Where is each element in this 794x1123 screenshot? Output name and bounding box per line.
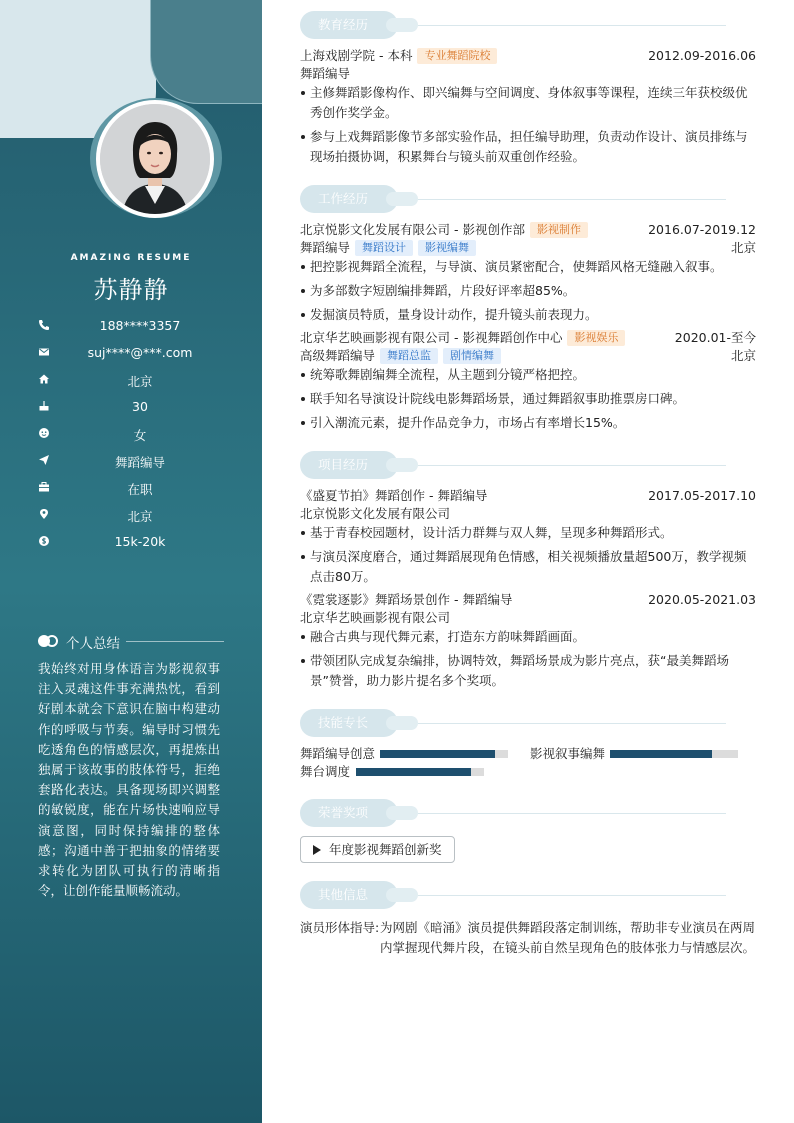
contact-salary: 15k-20k [114,534,166,549]
contact-item-hometown [0,370,262,397]
skill-bar-fill [610,750,712,758]
decorative-pill [386,192,418,206]
company-name: 北京华艺映画影视有限公司 - 影视舞蹈创作中心 [300,330,563,345]
divider [418,723,726,724]
summary-text: 我始终对用身体语言为影视叙事注入灵魂这件事充满热忱，看到好剧本就会下意识在脑中构建动作的呼吸与节奏。编导时习惯先吃透角色的情感层次，再提炼出独属于该故事的肢体符号，拒绝套路化表达。具备现场即兴调整的敏锐度，能在片场快速响应导演意图，同时保持编排的整体感；沟通中善于把抽象的情绪要求转化为团队可执行的清晰指令，让创作能量顺畅流动。 [38,661,220,899]
section-heading-education [300,11,756,41]
summary-heading [38,632,224,652]
education-date: 2012.09-2016.06 [648,48,756,63]
divider [418,895,726,896]
contact-email: suj****@***.com [87,345,193,360]
role-tag: 舞蹈总监 [380,348,438,364]
play-triangle-icon [313,845,321,855]
main-content [300,0,756,1123]
phone-icon [38,319,50,331]
skill-bar-fill [356,768,471,776]
work-role-row [300,347,756,365]
contact-gender: 女 [133,428,147,443]
contact-item-age [0,397,262,424]
project-title: 《盛夏节拍》舞蹈创作 - 舞蹈编导 [300,488,488,503]
work-bullet: 引入潮流元素，提升作品竞争力，市场占有率增长15%。 [300,413,756,433]
home-icon [38,373,50,385]
contact-item-email [0,343,262,370]
contact-hometown: 北京 [127,374,153,389]
education-major: 舞蹈编导 [300,66,351,81]
project-bullet: 与演员深度磨合，通过舞蹈展现角色情感，相关视频播放量超500万，教学视频点击80万。 [300,547,756,587]
contact-item-position [0,451,262,478]
contact-item-gender [0,424,262,451]
work-bullet: 为多部数字短剧编排舞蹈，片段好评率超85%。 [300,281,756,301]
work-bullet: 发掘演员特质，量身设计动作，提升镜头前表现力。 [300,305,756,325]
work-header [300,221,756,239]
skill-name: 舞蹈编导创意 [300,746,376,761]
skill-bar [610,750,738,758]
work-bullet: 把控影视舞蹈全流程，与导演、演员紧密配合，使舞蹈风格无缝融入叙事。 [300,257,756,277]
divider [418,813,726,814]
email-icon [38,346,50,358]
divider [126,641,224,642]
decorative-pill [386,458,418,472]
section-heading-work [300,185,756,215]
decorative-pill [386,806,418,820]
project-company: 北京华艺映画影视有限公司 [300,610,451,625]
project-bullet: 基于青春校园题材，设计活力群舞与双人舞，呈现多种舞蹈形式。 [300,523,756,543]
decorative-pill [386,888,418,902]
skill-bar-fill [380,750,495,758]
job-title: 舞蹈编导 [300,240,351,255]
section-heading-projects [300,451,756,481]
send-icon [38,454,50,466]
contact-location: 北京 [127,509,153,524]
project-bullet: 带领团队完成复杂编排，协调特效，舞蹈场景成为影片亮点，获“最美舞蹈场景”赞誉，助力影片提名多个奖项。 [300,651,756,691]
contact-status: 在职 [127,482,153,497]
section-heading-other [300,881,756,911]
contact-list [0,316,262,559]
project-date: 2017.05-2017.10 [648,488,756,503]
cake-icon [38,400,50,412]
heading-ring-icon [46,635,58,647]
education-bullet: 主修舞蹈影像构作、即兴编舞与空间调度、身体叙事等课程，连续三年获校级优秀创作奖学金。 [300,83,756,123]
divider [418,25,726,26]
decorative-pill [386,716,418,730]
skill-bar [380,750,508,758]
section-heading-awards [300,799,756,829]
avatar [96,100,214,218]
work-bullet: 统筹歌舞剧编舞全流程，从主题到分镜严格把控。 [300,365,756,385]
role-tag: 剧情编舞 [443,348,501,364]
section-title: 项目经历 [300,451,398,479]
skill-name: 影视叙事编舞 [530,746,606,761]
section-heading-skills [300,709,756,739]
award-name: 年度影视舞蹈创新奖 [329,842,442,857]
work-role-row [300,239,756,257]
section-title: 其他信息 [300,881,398,909]
skill-bar [356,768,484,776]
work-date: 2020.01-至今 [674,330,756,345]
contact-position: 舞蹈编导 [114,455,165,470]
sidebar [0,0,262,1123]
work-date: 2016.07-2019.12 [648,222,756,237]
industry-tag: 影视娱乐 [567,330,625,346]
briefcase-icon [38,481,50,493]
work-header [300,329,756,347]
role-tag: 影视编舞 [418,240,476,256]
work-city: 北京 [730,240,756,255]
divider [418,465,726,466]
project-date: 2020.05-2021.03 [648,592,756,607]
company-name: 北京悦影文化发展有限公司 - 影视创作部 [300,222,525,237]
section-title: 教育经历 [300,11,398,39]
location-pin-icon [38,508,50,520]
gender-icon [38,427,50,439]
contact-item-status [0,478,262,505]
contact-phone: 188****3357 [99,318,181,333]
job-title: 高级舞蹈编导 [300,348,376,363]
skill-name: 舞台调度 [300,764,351,779]
section-title: 技能专长 [300,709,398,737]
education-bullet: 参与上戏舞蹈影像节多部实验作品，担任编导助理，负责动作设计、演员排练与现场拍摄协调，积累舞台与镜头前双重创作经验。 [300,127,756,167]
role-tag: 舞蹈设计 [355,240,413,256]
avatar-portrait [100,104,210,214]
section-title: 工作经历 [300,185,398,213]
divider [418,199,726,200]
project-header [300,487,756,505]
other-info-label: 演员形体指导: [300,920,380,935]
work-city: 北京 [730,348,756,363]
industry-tag: 影视制作 [530,222,588,238]
award-item [300,836,455,863]
contact-age: 30 [132,399,148,414]
summary-title: 个人总结 [66,636,120,652]
decorative-pill [386,18,418,32]
decorative-shape [150,0,262,104]
work-bullet: 联手知名导演设计院线电影舞蹈场景，通过舞蹈叙事助推票房口碑。 [300,389,756,409]
school-name: 上海戏剧学院 - 本科 [300,48,413,63]
resume-banner: AMAZING RESUME [70,253,192,263]
section-title: 荣誉奖项 [300,799,398,827]
contact-item-location [0,505,262,532]
project-bullet: 融合古典与现代舞元素，打造东方韵味舞蹈画面。 [300,627,756,647]
other-info-text: 为网剧《暗涌》演员提供舞蹈段落定制训练，帮助非专业演员在两周内掌握现代舞片段，在镜头前自然呈现角色的肢体张力与情感层次。 [380,920,756,955]
project-title: 《霓裳逐影》舞蹈场景创作 - 舞蹈编导 [300,592,513,607]
contact-item-phone [0,316,262,343]
candidate-name: 苏静静 [93,276,169,304]
project-header [300,591,756,609]
contact-item-salary [0,532,262,559]
salary-icon [38,535,50,547]
school-tag: 专业舞蹈院校 [417,48,497,64]
education-header [300,47,756,65]
project-company: 北京悦影文化发展有限公司 [300,506,451,521]
